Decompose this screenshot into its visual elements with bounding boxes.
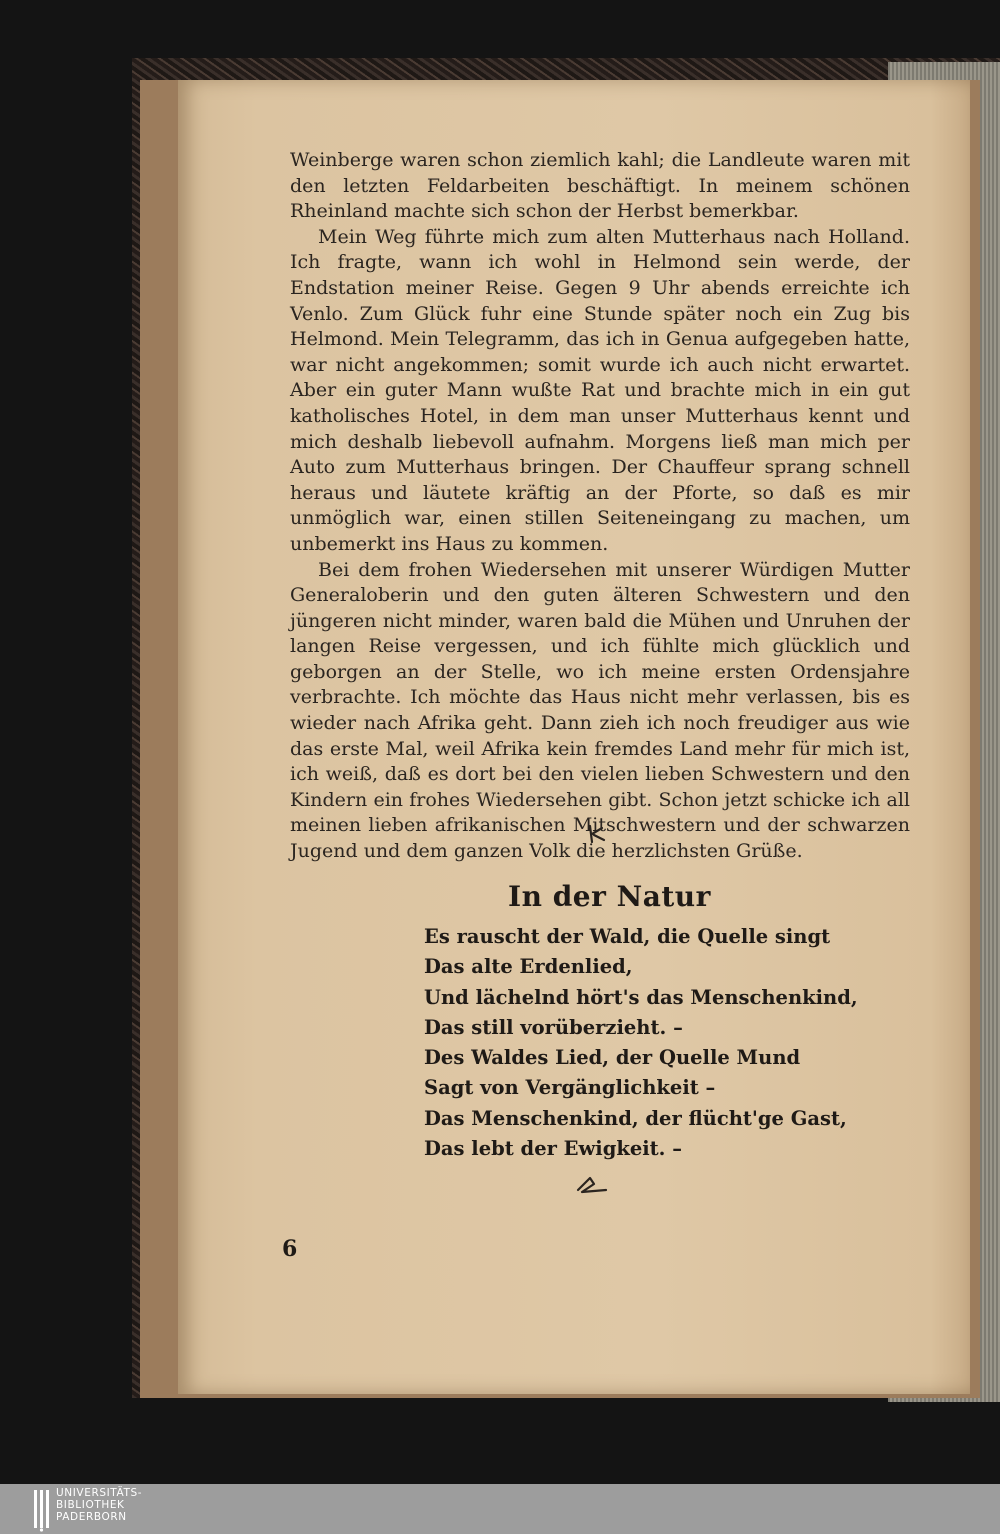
paragraph-3: Bei dem frohen Wiedersehen mit unserer Würdigen Mutter Generaloberin und den guten älteren Schwestern und den jüngeren nicht minder, waren bald die Mühen und Unruhen der langen Reise vergessen, und ich fühlte mich glücklich und geborgen an der Stelle, wo ich meine ersten Ordensjahre verbrachte. Ich möchte das Haus nicht mehr verlassen, bis es wieder nach Afrika geht. Dann zieh ich noch freudiger aus wie das erste Mal, weil Afrika kein fremdes Land mehr für mich ist, ich weiß, daß es dort bei den vielen lieben Schwestern und den Kindern ein frohes Wiedersehen gibt. Schon jetzt schicke ich all meinen lieben afrikanischen Mitschwestern und der schwarzen Jugend und dem ganzen Volk die herzlichsten Grüße. [290,558,910,863]
initials-mark-icon [582,822,616,846]
poem-line: Sagt von Vergänglichkeit – [424,1076,716,1100]
library-logo-text [56,1487,142,1523]
poem-line: Und lächelnd hört's das Menschenkind, [424,985,858,1009]
poem-line: Des Waldes Lied, der Quelle Mund [424,1046,801,1070]
library-footer-bar [0,1484,1000,1534]
poem-line: Es rauscht der Wald, die Quelle singt [424,925,831,948]
page-number: 6 [282,1236,298,1262]
poem-line: Das lebt der Ewigkeit. – [424,1137,683,1161]
paragraph-1: Weinberge waren schon ziemlich kahl; die Landleute waren mit den letzten Feldarbeiten beschäftigt. In meinem schönen Rheinland machte sich schon der Herbst bemerkbar. [290,149,910,223]
poem-line: Das alte Erdenlied, [424,955,633,979]
poem-line: Das Menschenkind, der flücht'ge Gast, [424,1106,847,1130]
prose-body [290,148,910,865]
library-logo-icon [32,1488,54,1532]
library-logo-line: UNIVERSITÄTS- [56,1487,143,1499]
poem-line: Das still vorüberzieht. – [424,1015,683,1039]
poem-body [424,922,858,1164]
signature-mark-icon [572,1172,612,1198]
library-logo-line: PADERBORN [56,1511,127,1523]
poem-title: In der Natur [508,880,711,913]
library-logo-line: BIBLIOTHEK [56,1499,125,1511]
paragraph-2: Mein Weg führte mich zum alten Mutterhaus nach Holland. Ich fragte, wann ich wohl in Helmond sein werde, der Endstation meiner Reise. Gegen 9 Uhr abends erreichte ich Venlo. Zum Glück fuhr eine Stunde später noch ein Zug bis Helmond. Mein Telegramm, das ich in Genua aufgegeben hatte, war nicht angekommen; somit wurde ich auch nicht erwartet. Aber ein guter Mann wußte Rat und brachte mich in ein gut katholisches Hotel, in dem man unser Mutterhaus kennt und mich deshalb liebevoll aufnahm. Morgens ließ man mich per Auto zum Mutterhaus bringen. Der Chauffeur sprang schnell heraus und läutete kräftig an der Pforte, so daß es mir unmöglich war, einen stillen Seiteneingang zu machen, um unbemerkt ins Haus zu kommen. [290,225,910,555]
